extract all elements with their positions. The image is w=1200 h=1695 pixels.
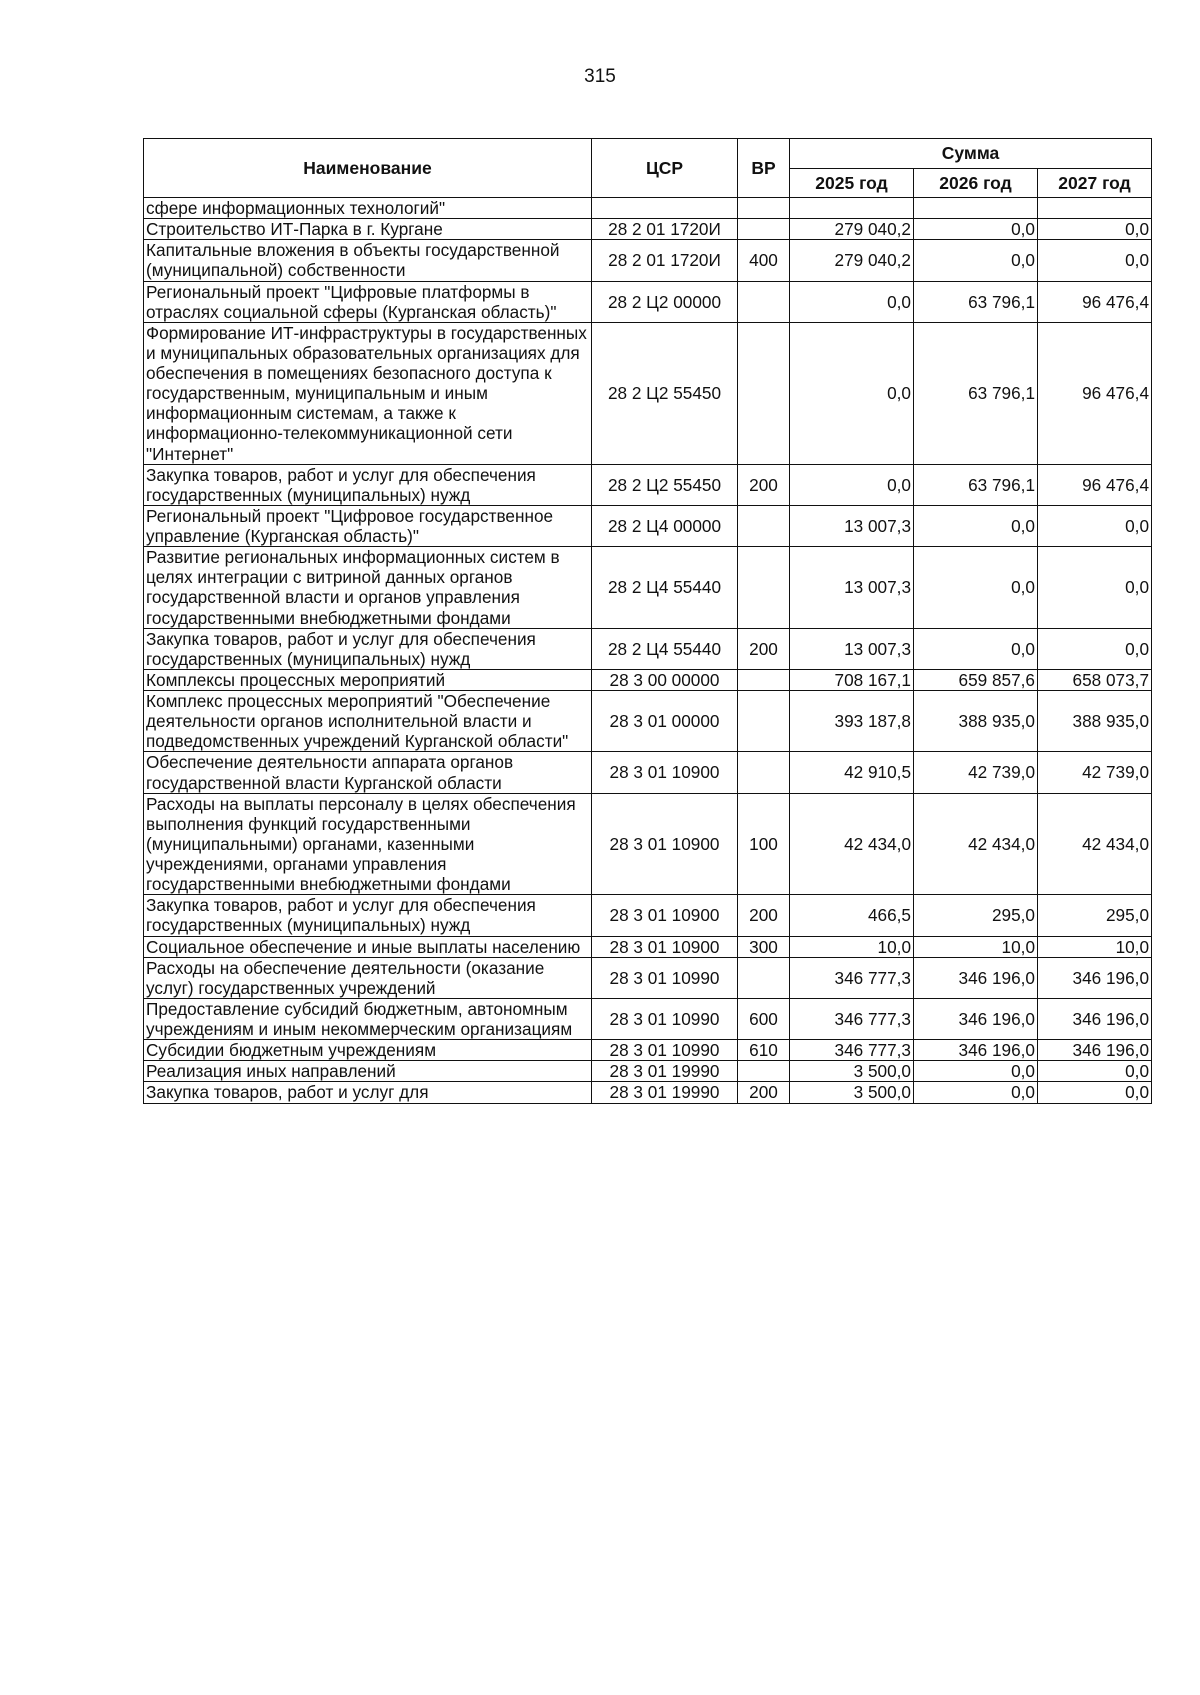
row-2025: 42 910,5 [790,752,914,793]
row-csr: 28 2 Ц2 55450 [592,322,738,464]
row-name: Капитальные вложения в объекты государственной (муниципальной) собственности [144,240,592,281]
row-vr [738,219,790,240]
row-vr [738,505,790,546]
header-2027: 2027 год [1038,169,1152,198]
table-body [144,198,1152,1104]
row-csr: 28 2 01 1720И [592,219,738,240]
row-vr: 600 [738,998,790,1039]
row-name: Реализация иных направлений [144,1061,592,1082]
row-csr: 28 2 Ц4 55440 [592,547,738,629]
row-2026: 63 796,1 [914,322,1038,464]
row-2026: 0,0 [914,219,1038,240]
row-2026: 659 857,6 [914,669,1038,690]
row-2025: 466,5 [790,895,914,936]
page-number: 315 [584,66,616,87]
table-row [144,793,1152,895]
row-2026: 42 739,0 [914,752,1038,793]
table-row [144,628,1152,669]
row-2027: 658 073,7 [1038,669,1152,690]
table-row [144,219,1152,240]
row-csr: 28 3 01 19990 [592,1061,738,1082]
header-name: Наименование [144,139,592,198]
header-sum: Сумма [790,139,1152,169]
row-2025: 13 007,3 [790,505,914,546]
row-vr [738,752,790,793]
row-2027: 42 434,0 [1038,793,1152,895]
row-name: Региональный проект "Цифровое государственное управление (Курганская область)" [144,505,592,546]
row-2025: 13 007,3 [790,547,914,629]
row-csr: 28 3 01 00000 [592,691,738,752]
row-csr: 28 2 01 1720И [592,240,738,281]
row-vr: 200 [738,1082,790,1103]
row-vr [738,1061,790,1082]
row-2026: 346 196,0 [914,957,1038,998]
row-2025: 3 500,0 [790,1082,914,1103]
row-csr: 28 2 Ц4 00000 [592,505,738,546]
row-2027: 96 476,4 [1038,464,1152,505]
row-csr: 28 3 01 10990 [592,1040,738,1061]
row-2026: 10,0 [914,936,1038,957]
table-row [144,752,1152,793]
budget-table [143,138,1152,1104]
row-vr [738,691,790,752]
table-header [144,139,1152,198]
row-vr [738,957,790,998]
row-2027: 388 935,0 [1038,691,1152,752]
table-row [144,505,1152,546]
row-name: Обеспечение деятельности аппарата органов государственной власти Курганской области [144,752,592,793]
row-vr: 610 [738,1040,790,1061]
row-name: сфере информационных технологий" [144,198,592,219]
row-2025: 346 777,3 [790,1040,914,1061]
header-vr: ВР [738,139,790,198]
header-csr: ЦСР [592,139,738,198]
row-2027: 0,0 [1038,1082,1152,1103]
table-row [144,936,1152,957]
row-2025: 42 434,0 [790,793,914,895]
row-2026: 346 196,0 [914,998,1038,1039]
row-name: Расходы на обеспечение деятельности (оказание услуг) государственных учреждений [144,957,592,998]
row-2026: 63 796,1 [914,281,1038,322]
table-row [144,322,1152,464]
row-csr: 28 2 Ц4 55440 [592,628,738,669]
row-csr: 28 3 01 10990 [592,957,738,998]
table-row [144,895,1152,936]
table-row [144,691,1152,752]
row-2025: 0,0 [790,322,914,464]
row-2026: 295,0 [914,895,1038,936]
row-name: Предоставление субсидий бюджетным, автономным учреждениям и иным некоммерческим организациям [144,998,592,1039]
row-vr [738,669,790,690]
row-name: Расходы на выплаты персоналу в целях обеспечения выполнения функций государственными (муниципальными) органами, казенными учреждениями, органами управления государственными внебюджетными фондами [144,793,592,895]
row-2027: 0,0 [1038,505,1152,546]
table-row [144,998,1152,1039]
row-2025: 708 167,1 [790,669,914,690]
row-csr: 28 3 01 10900 [592,895,738,936]
table-row [144,240,1152,281]
row-csr: 28 3 00 00000 [592,669,738,690]
row-2026: 42 434,0 [914,793,1038,895]
row-vr: 300 [738,936,790,957]
row-2025: 346 777,3 [790,957,914,998]
row-name: Закупка товаров, работ и услуг для обеспечения государственных (муниципальных) нужд [144,628,592,669]
row-vr [738,547,790,629]
row-csr: 28 3 01 10900 [592,793,738,895]
row-csr: 28 3 01 10990 [592,998,738,1039]
row-2027: 0,0 [1038,547,1152,629]
row-name: Закупка товаров, работ и услуг для обеспечения государственных (муниципальных) нужд [144,464,592,505]
table-row [144,464,1152,505]
row-name: Формирование ИТ-инфраструктуры в государственных и муниципальных образовательных организациях для обеспечения в помещениях безопасного доступа к государственным, муниципальным и иным информационным системам, а также к информационно-телекоммуникационной сети "Интернет" [144,322,592,464]
row-2026: 0,0 [914,628,1038,669]
row-name: Закупка товаров, работ и услуг для обеспечения государственных (муниципальных) нужд [144,895,592,936]
row-name: Региональный проект "Цифровые платформы в отраслях социальной сферы (Курганская область)" [144,281,592,322]
row-2025: 279 040,2 [790,219,914,240]
row-csr: 28 3 01 19990 [592,1082,738,1103]
row-2026: 346 196,0 [914,1040,1038,1061]
row-2027: 295,0 [1038,895,1152,936]
row-2027: 346 196,0 [1038,957,1152,998]
row-2027 [1038,198,1152,219]
row-csr: 28 2 Ц2 00000 [592,281,738,322]
row-name: Закупка товаров, работ и услуг для [144,1082,592,1103]
table-row [144,669,1152,690]
row-2027: 96 476,4 [1038,281,1152,322]
row-2027: 346 196,0 [1038,1040,1152,1061]
row-2027: 0,0 [1038,240,1152,281]
row-2025: 0,0 [790,281,914,322]
row-vr: 100 [738,793,790,895]
row-csr: 28 3 01 10900 [592,752,738,793]
row-2026: 63 796,1 [914,464,1038,505]
row-name: Комплекс процессных мероприятий "Обеспечение деятельности органов исполнительной власти и подведомственных учреждений Курганской области" [144,691,592,752]
row-2027: 346 196,0 [1038,998,1152,1039]
row-2025: 13 007,3 [790,628,914,669]
row-name: Социальное обеспечение и иные выплаты населению [144,936,592,957]
row-2026: 0,0 [914,1082,1038,1103]
table-row [144,1082,1152,1103]
row-2025: 393 187,8 [790,691,914,752]
row-vr: 200 [738,464,790,505]
row-2026: 0,0 [914,1061,1038,1082]
row-2025: 3 500,0 [790,1061,914,1082]
row-vr: 400 [738,240,790,281]
row-csr [592,198,738,219]
table-row [144,1040,1152,1061]
row-name: Развитие региональных информационных систем в целях интеграции с витриной данных органов государственной власти и органов управления государственными внебюджетными фондами [144,547,592,629]
header-2026: 2026 год [914,169,1038,198]
row-2025: 0,0 [790,464,914,505]
row-2026 [914,198,1038,219]
row-2025: 10,0 [790,936,914,957]
table-row [144,198,1152,219]
row-2027: 0,0 [1038,628,1152,669]
row-2025: 279 040,2 [790,240,914,281]
row-vr: 200 [738,628,790,669]
table-row [144,547,1152,629]
row-2027: 0,0 [1038,1061,1152,1082]
row-name: Субсидии бюджетным учреждениям [144,1040,592,1061]
row-2027: 0,0 [1038,219,1152,240]
row-2027: 10,0 [1038,936,1152,957]
table-row [144,281,1152,322]
row-2025 [790,198,914,219]
table-row [144,957,1152,998]
row-2026: 0,0 [914,505,1038,546]
row-2025: 346 777,3 [790,998,914,1039]
row-name: Строительство ИТ-Парка в г. Кургане [144,219,592,240]
row-vr [738,281,790,322]
row-vr [738,198,790,219]
row-vr: 200 [738,895,790,936]
row-2027: 96 476,4 [1038,322,1152,464]
header-2025: 2025 год [790,169,914,198]
row-vr [738,322,790,464]
row-2026: 0,0 [914,547,1038,629]
row-csr: 28 2 Ц2 55450 [592,464,738,505]
row-2026: 0,0 [914,240,1038,281]
row-2027: 42 739,0 [1038,752,1152,793]
table-row [144,1061,1152,1082]
row-name: Комплексы процессных мероприятий [144,669,592,690]
row-csr: 28 3 01 10900 [592,936,738,957]
row-2026: 388 935,0 [914,691,1038,752]
